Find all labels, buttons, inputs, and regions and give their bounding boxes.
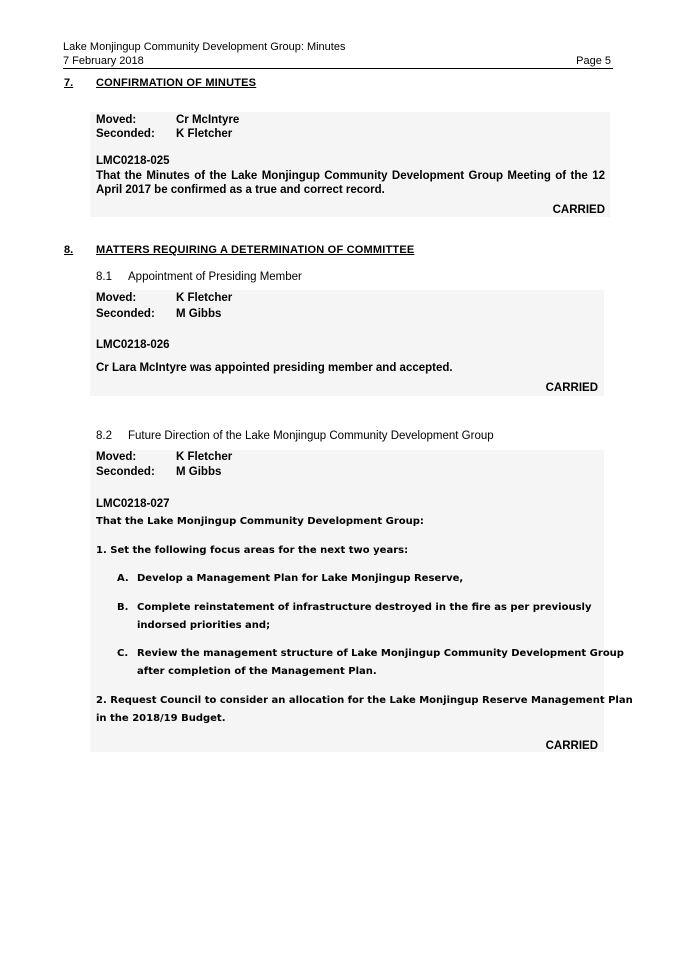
resolution-point-2-line-1: 2. Request Council to consider an allocation for the Lake Monjingup Reserve Management Plan bbox=[96, 695, 633, 706]
item-8-1-title: Appointment of Presiding Member bbox=[128, 271, 302, 283]
seconded-value: M Gibbs bbox=[176, 308, 222, 320]
resolution-text: That the Minutes of the Lake Monjingup Community Development Group Meeting of the 12 April 2017 be confirmed as a true and correct record. bbox=[96, 170, 605, 196]
resolution-point-1: 1. Set the following focus areas for the next two years: bbox=[96, 545, 409, 556]
item-8-2-number: 8.2 bbox=[96, 430, 112, 442]
resolution-id: LMC0218-027 bbox=[96, 498, 170, 510]
moved-label: Moved: bbox=[96, 451, 137, 463]
resolution-text: Cr Lara McIntyre was appointed presiding member and accepted. bbox=[96, 362, 453, 374]
item-8-2-title: Future Direction of the Lake Monjingup Community Development Group bbox=[128, 430, 494, 442]
section-7-number: 7. bbox=[64, 77, 74, 89]
section-7-title: CONFIRMATION OF MINUTES bbox=[96, 77, 257, 89]
carried-status: CARRIED bbox=[552, 204, 605, 216]
item-8-1-heading bbox=[96, 271, 302, 283]
page-number: Page 5 bbox=[576, 55, 611, 67]
moved-label: Moved: bbox=[96, 114, 137, 126]
header-org-title: Lake Monjingup Community Development Group: Minutes bbox=[63, 41, 346, 53]
subitem-text-line-1: Review the management structure of Lake Monjingup Community Development Group bbox=[137, 648, 624, 659]
subitem-text-line-2: after completion of the Management Plan. bbox=[137, 666, 377, 677]
moved-value: K Fletcher bbox=[176, 451, 233, 463]
subitem-letter: B. bbox=[117, 602, 129, 613]
subitem-letter: C. bbox=[117, 648, 129, 659]
carried-status: CARRIED bbox=[545, 382, 598, 394]
header-divider bbox=[63, 68, 613, 69]
subitem-text-line-1: Complete reinstatement of infrastructure destroyed in the fire as per previously bbox=[137, 602, 592, 613]
header-date: 7 February 2018 bbox=[63, 55, 144, 67]
moved-label: Moved: bbox=[96, 292, 137, 304]
seconded-label: Seconded: bbox=[96, 128, 155, 140]
section-8-title: MATTERS REQUIRING A DETERMINATION OF COMMITTEE bbox=[96, 244, 415, 256]
moved-value: K Fletcher bbox=[176, 292, 233, 304]
subitem-text-line-2: indorsed priorities and; bbox=[137, 620, 271, 631]
subitem-text: Develop a Management Plan for Lake Monjingup Reserve, bbox=[137, 573, 464, 584]
resolution-id: LMC0218-026 bbox=[96, 339, 170, 351]
carried-status: CARRIED bbox=[545, 740, 598, 752]
item-8-2-heading bbox=[96, 430, 494, 442]
resolution-id: LMC0218-025 bbox=[96, 155, 170, 167]
resolution-intro: That the Lake Monjingup Community Development Group: bbox=[96, 516, 424, 527]
seconded-value: M Gibbs bbox=[176, 466, 222, 478]
seconded-label: Seconded: bbox=[96, 308, 155, 320]
seconded-value: K Fletcher bbox=[176, 128, 233, 140]
section-8-number: 8. bbox=[64, 244, 74, 256]
resolution-point-2-line-2: in the 2018/19 Budget. bbox=[96, 713, 226, 724]
seconded-label: Seconded: bbox=[96, 466, 155, 478]
item-8-2-resolution-box bbox=[90, 450, 604, 752]
moved-value: Cr McIntyre bbox=[176, 114, 240, 126]
item-8-1-number: 8.1 bbox=[96, 271, 112, 283]
subitem-letter: A. bbox=[117, 573, 129, 584]
